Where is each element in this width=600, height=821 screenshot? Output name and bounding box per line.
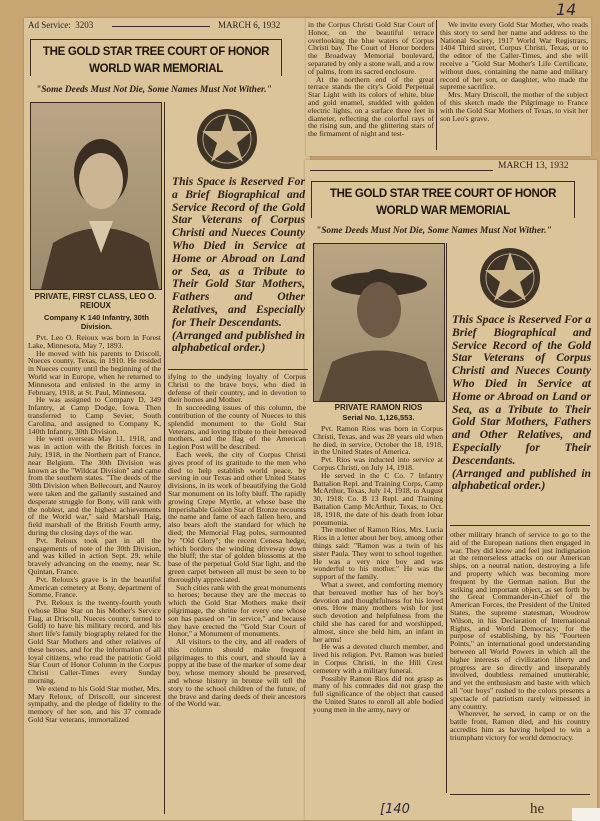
article-column-4 [440,21,588,122]
serial-number: Serial No. 1,126,553. [342,413,415,422]
motto: "Some Deeds Must Not Die, Some Names Must Not Wither." [36,85,272,95]
soldier-portrait-image [314,244,444,401]
motto: "Some Deeds Must Not Die, Some Names Must Not Wither." [316,226,552,236]
paragraph: Pvt. Ramon Rios was born in Corpus Christi, Texas, and was 28 years old when he died, in service, October the 18, 1918, in the United States of America. [313,424,443,457]
date-march-6: MARCH 6, 1932 [218,20,281,30]
paragraph: He went overseas May 11, 1918, and was in action with the British forces in July, 1918, in the Northern part of France, near Belgium. The 30th Division was known as the "Wildcat Division" and came from the southern states. "The deeds of the 30th Division when Bellecourt, and Nauroy were taken and the gallantly sustained and desperate struggle for Bony, will rank with the noblest, and the highest achievements of the World war," said Marshall Haig, field marshall of the British Fourth army, during the closing days of the war. [28,434,161,537]
paragraph: In succeeding issues of this column, the contribution of the county of Nueces to this splendid monument to the Gold Star Veterans, and loving tribute to their bereaved mothers, and the flag of the American Legion Post will be described. [168,403,306,452]
paragraph: Possibly Ramon Rios did not grasp as many of his comrades did not grasp the full significance of the object that caused the United States to enroll all able bodied young men in the army, navy or [313,673,443,714]
reserved-notice [452,314,591,493]
portrait-photo-leo-reioux [30,102,162,290]
paragraph: Pvt. Rios was inducted into service at Corpus Christi, on July 14, 1918. [313,455,443,472]
unit-label: Company K 140 Infantry, 30th Division. [44,313,149,332]
reserved-note: (Arranged and published in alphabetical order.) [452,466,591,493]
handwritten-page-number: 14 [556,0,577,19]
article-column-2 [450,531,590,742]
paragraph: in the Corpus Christi Gold Star Court of Honor, on the beautiful terrace overlooking the blue waters of Corpus Christi bay. The Court of Honor borders the Broadway Memorial boulevard, separated by only a stone wall, and a row of palms, from its sacred enclosure. [308,20,434,76]
article-column-1 [28,334,161,724]
gold-star-emblem [195,107,259,171]
paragraph: Each week, the city of Corpus Christi gives proof of its gratitude to the men who died to help establish world peace, by serving in our Texas and other United States divisions, in its work of beautifying the Gold Star monument on its lofty bluff. The rapidly growing Crepe Myrtle, at whose base the Imperishable Golden Star of Bronze recounts the name and fame of each fallen hero, and also bears aloft the standard for which he died; the Memorial Flag poles, surmounted by "Old Glory"; the recent Cenesa hedge, which borders the winding driveway down the bluff; the star of golden blossoms at the base of the perpetual Gold Star light, and the green carpet between all must be seen to be thoroughly appreciated. [168,449,306,584]
article-column-2 [168,373,306,708]
paragraph: Pvt. Reloux took part in all the engagements of note of the 30th Division, and was killed in action Sept. 29, while bravely advancing on the enemy, near St. Quintan, France. [28,535,161,576]
column-divider [436,20,437,150]
paragraph: The mother of Ramon Rios, Mrs. Lucia Rios in a letter about her boy, among other things said: "Ramon was a twin of his sister Paula. They went to school together. He was a very nice boy and was wonderful to his mother." He was the support of the family. [313,525,443,582]
photo-caption: PRIVATE, FIRST CLASS, LEO O. REIOUX [34,292,157,311]
divider [310,170,493,171]
date-march-13: MARCH 13, 1932 [498,161,569,171]
headline-box [311,181,575,218]
headline-line1: THE GOLD STAR TREE COURT OF HONOR [42,46,270,58]
paragraph: Mrs. Mary Driscoll, the mother of the subject of this sketch made the Pilgrimage to France with the Gold Star Mothers of Texas, to visit her son Leo's grave. [440,90,588,123]
torn-corner [572,808,600,821]
paragraph: We invite every Gold Star Mother, who reads this story to send her name and address to the National Society, 1917 World War Registrars, 1404 Third street, Corpus Christi, Texas, or to the editor of the Caller-Times, and she will receive a "Gold Star Mother's Life Certificate, without dues, containing the name and military record of her son, or daughter, who made the supreme sacrifice. [440,20,588,92]
paragraph: He moved with his parents to Driscoll, Nueces county, Texas, in 1910. He resided in Nueces county until the beginning of the World war in Europe, when he returned to Minnesota and enlisted in the army in February, 1918, at St. Paul, Minnesota. [28,348,161,397]
paragraph: other military branch of service to go to the aid of the European nations then engaged in war. They did know and feel just indignation at the remorseless attacks on our American ships, on a neutral nation, destroying a life and property which was becoming more frequent by the German nation. But the striking and important object, as set forth by the Great Commander-in-Chief of the American Forces, the President of the United States, the supreme statesman, Woodrow Wilson, in his Declaration of International Rights, and World Democracy; for the purpose of establishing, by his "Fourteen Points," an international good understanding between all World Powers in which all the higher interests of civilization liberty and progress are so directly and inseparably involved, doubtless remained unutterable; and yet the enthusiasm and haste with which all "our boys" rushed to the colors presents a spectacle of patriotism rarely witnessed in any country. [450,530,590,711]
paragraph: All visitors to the city, and all readers of this column should make frequent pilgrimages to this court, and should lay a poppy at the base of the marker of some dear boy, whose memory should be preserved, and whose history in bronze will tell the story to the school children of the future, of the brave and daring deeds of their ancestors of the World war. [168,637,306,709]
paragraph: He served in the C Co. 7 Infantry Battalion Repl. and Training Corps, Camp McArthur, Texas, July 14, 1918, to August 30, 1918; Co. B 13 Repl. and Training Battalion Camp McArthur, Texas, to Oct. 18, 1918, the date of his death from lobar pneumonia. [313,470,443,527]
soldier-portrait-image [31,103,161,289]
paragraph: We extend to his Gold Star mother, Mrs. Mary Reloux, of Driscoll, our sincerest sympathy, and the pledge of fidelity to the memory of her son, and his 37 comrade Gold Star veterans, immortalized [28,683,161,725]
headline-line2: WORLD WAR MEMORIAL [370,204,516,218]
paragraph: Pvt. Leo O. Reioux was born in Forest Lake, Minnesota, May 7, 1893. [28,333,161,350]
reserved-note: (Arranged and published in alphabetical order.) [172,328,305,355]
paragraph: He was assigned to Company D, 349 Infantry, at Camp Dodge, Iowa. Then transferred to Camp Sevier, South Carolina, and assigned to Company K, 140th Infantry, 30th Division. [28,395,161,436]
paragraph: Such cities rank with the great monuments to heroes; because they are the meccas to which the Gold Star Mothers make their pilgrimage, the shrine for every one whose son has passed on "in service," and because they have erected the "Gold Star Court of Honor," a Monument of monuments. [168,582,306,639]
paragraph: Wherever, he served, in camp or on the battle front, Ramon died, and his country accredits him as having helped to win a triumphant victory for world democracy. [450,709,590,742]
column-divider [446,243,447,793]
article-column-3 [308,21,434,138]
divider [450,525,590,526]
reserved-text: This Space is Reserved For a Brief Biographical and Service Record of the Gold Star Veterans of Corpus Christi and Nueces County Who Died in Service at Home or Abroad on Land or Sea, as a Tribute to Their Gold Star Mothers, Fathers and Other Relatives, and Especially for Their Descendants. [172,175,305,329]
portrait-photo-ramon-rios [313,243,445,402]
headline-line1: THE GOLD STAR TREE COURT OF HONOR [329,188,557,200]
divider [168,369,308,370]
headline-line2: WORLD WAR MEMORIAL [83,62,229,76]
text-fragment: he [530,801,545,817]
reserved-text: This Space is Reserved For a Brief Biographical and Service Record of the Gold Star Veterans of Corpus Christi and Nueces County Who Died in Service at Home or Abroad on Land or Sea, as a Tribute to Their Gold Star Mothers, Fathers and Other Relatives, and Especially for Their Descendants. [452,313,591,467]
ad-service-label: Ad Service: 3203 [28,20,94,30]
paragraph: At the northern end of the great terrace stands the city's Gold Perpetual Star Light with its colors of white, blue and gold enamel, studded with golden electric lights, on a surface three feet in diameter, reflecting the colorful rays of the rising sun, and the glittering stars of the firmament of night and test- [308,74,434,139]
photo-caption: PRIVATE RAMON RIOS [334,403,423,412]
column-divider [164,102,165,814]
headline-box [30,39,282,76]
gold-star-emblem [478,246,542,310]
handwritten-number: [140 [380,802,410,817]
divider [450,794,590,795]
paragraph: What a sweet, and comforting memory that bereaved mother has of her boy's devotion and thoughtfulness for his loved ones. How many mothers wish for just such devotion and helpfulness from the child she has cared for and worshipped, almost, since she held him, an infant in her arms! [313,579,443,644]
divider [112,26,210,27]
paragraph: Pvt. Reloux is the twenty-fourth youth (whose Blue Star on his Mother's Service Flag, at Driscoll, Nueces county, turned to Gold) to have his military record, and his short life's family biography related for the Gold Star Mothers and other relatives of these heroes, and for the information of all loyal citizens, who read the patriotic Gold Star Court of Honor Column in the Corpus Christi Caller-Times every Sunday morning. [28,598,161,686]
paragraph: Pvt. Reloux's grave is in the beautiful American cemetery at Bony, department of Somme, France. [28,574,161,600]
paragraph: ifying to the undying loyalty of Corpus Christi to the brave boys, who died in defense of their country, and in devotion to their homes and Mother. [168,372,306,405]
article-column-1 [313,425,443,713]
reserved-notice [172,176,305,355]
paragraph: He was a devoted church member, and lived his religion. Pvt. Ramon was buried in Corpus Christi, in the Hill Crest cemetery with a military funeral. [313,642,443,675]
